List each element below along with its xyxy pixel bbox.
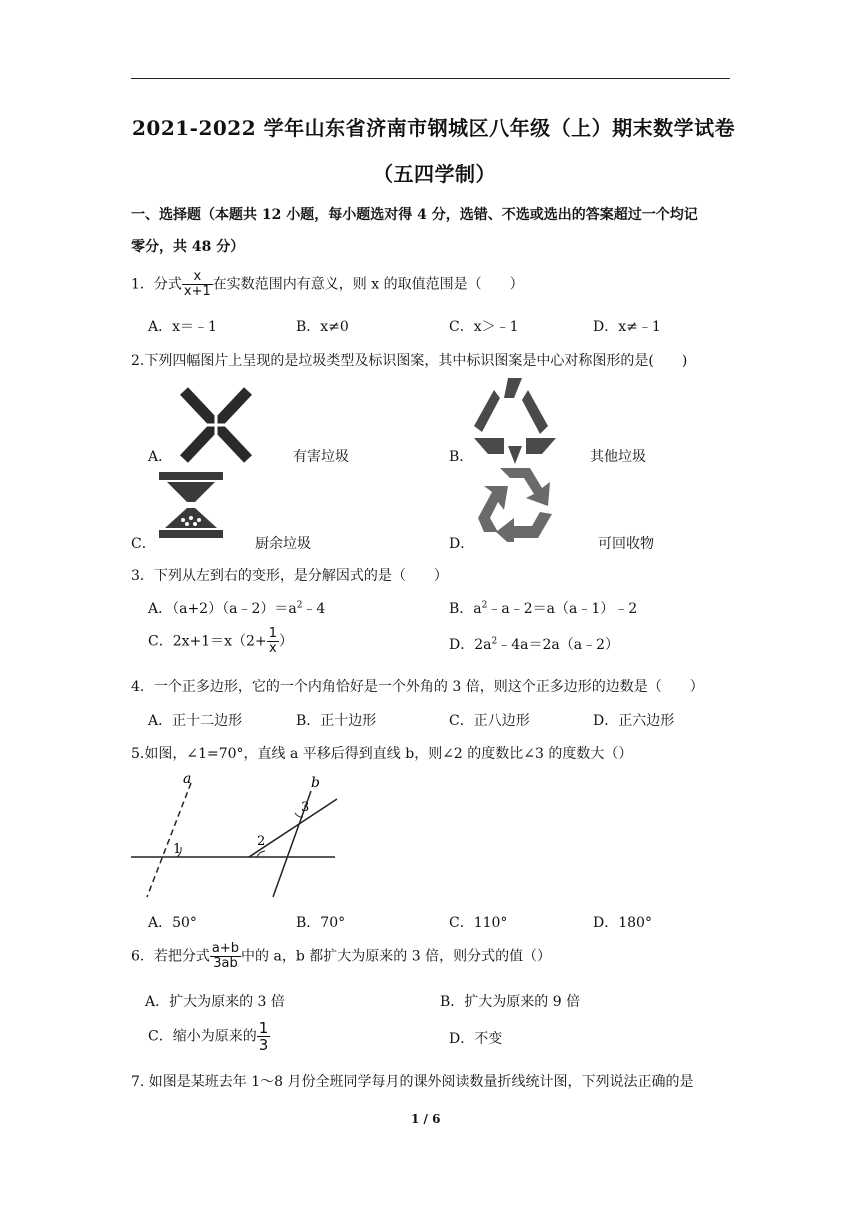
q1-fraction-numerator: x — [182, 270, 213, 285]
question-6-stem — [131, 942, 551, 971]
q6-option-c-numerator: 1 — [258, 1019, 269, 1037]
q6-fraction — [210, 942, 241, 971]
q4-option-d: D．正六边形 — [593, 713, 675, 729]
q6-option-d: D．不变 — [449, 1031, 503, 1047]
q3-option-b-exponent: 2 — [481, 600, 488, 611]
question-2-stem: 2.下列四幅图片上呈现的是垃圾类型及标识图案，其中标识图案是中心对称图形的是( ) — [131, 353, 688, 369]
other-waste-icon — [470, 376, 560, 468]
q5-label-3: 3 — [301, 800, 310, 815]
q3-option-c — [148, 627, 293, 656]
q5-option-b: B．70° — [296, 915, 346, 931]
page-number: 1 / 6 — [411, 1112, 441, 1126]
q3-option-a — [148, 598, 325, 618]
q1-fraction — [182, 270, 213, 299]
q3-option-c-post: ） — [278, 633, 293, 650]
q3-option-b — [449, 598, 637, 618]
q5-label-a: a — [183, 771, 192, 787]
q3-option-c-numerator: 1 — [268, 626, 277, 641]
q6-option-b: B．扩大为原来的 9 倍 — [440, 994, 581, 1010]
q2-option-c-label: 厨余垃圾 — [255, 536, 311, 552]
q5-option-a: A．50° — [148, 915, 197, 931]
question-7-stem: 7. 如图是某班去年 1～8 月份全班同学每月的课外阅读数量折线统计图，下列说法正确的是 — [131, 1074, 694, 1090]
q5-option-c: C．110° — [449, 915, 508, 931]
q5-option-d: D．180° — [593, 915, 652, 931]
q6-option-c — [148, 1020, 270, 1053]
q1-prefix: 1．分式 — [131, 276, 182, 293]
q2-option-a-label: 有害垃圾 — [293, 449, 349, 465]
q1-fraction-denominator: x+1 — [183, 284, 211, 299]
page-title: 2021-2022 学年山东省济南市钢城区八年级（上）期末数学试卷 — [132, 116, 736, 140]
q2-option-d-letter: D． — [449, 536, 475, 552]
q1-option-a: A．x＝﹣1 — [148, 319, 217, 335]
q4-option-a: A．正十二边形 — [148, 713, 243, 729]
q3-option-c-fraction — [267, 627, 279, 656]
header-rule — [131, 78, 730, 79]
question-4-stem: 4．一个正多边形，它的一个内角恰好是一个外角的 3 倍，则这个正多边形的边数是（ ） — [131, 679, 704, 695]
q3-option-b-post: ﹣a﹣2＝a（a﹣1）﹣2 — [487, 601, 638, 617]
question-1-stem — [131, 270, 524, 299]
q3-option-c-pre: C．2x+1＝x（2+ — [148, 633, 267, 650]
q3-option-a-post: ﹣4 — [302, 601, 326, 617]
kitchen-waste-icon — [155, 470, 227, 540]
q6-suffix: 中的 a，b 都扩大为原来的 3 倍，则分式的值（） — [241, 948, 552, 965]
q3-option-d-exponent: 2 — [491, 636, 498, 647]
q4-option-c: C．正八边形 — [449, 713, 530, 729]
q2-option-d-label: 可回收物 — [598, 536, 654, 552]
q2-option-c-letter: C． — [131, 536, 156, 552]
q3-option-d — [449, 634, 619, 654]
q2-option-a-letter: A． — [148, 449, 173, 465]
section-heading-line1: 一、选择题（本题共 12 小题，每小题选对得 4 分，选错、不选或选出的答案超过一个均记 — [131, 207, 698, 223]
q6-option-c-pre: C．缩小为原来的 — [148, 1028, 257, 1045]
q1-suffix: 在实数范围内有意义，则 x 的取值范围是（ ） — [212, 276, 524, 293]
q6-fraction-numerator: a+b — [211, 941, 240, 956]
q3-option-b-pre: B．a — [449, 601, 482, 617]
q1-option-d: D．x≠﹣1 — [593, 319, 661, 335]
q3-option-d-post: ﹣4a＝2a（a﹣2） — [497, 637, 619, 653]
q3-option-a-pre: A．（a+2）（a﹣2）＝a — [148, 601, 297, 617]
q2-option-b-letter: B． — [449, 449, 474, 465]
q6-option-a: A．扩大为原来的 3 倍 — [145, 994, 285, 1010]
q3-option-d-pre: D．2a — [449, 637, 492, 653]
q1-option-c: C．x＞﹣1 — [449, 319, 519, 335]
section-heading-line2: 零分，共 48 分） — [131, 239, 245, 255]
q6-fraction-denominator: 3ab — [213, 956, 238, 971]
q5-geometry-figure — [125, 765, 345, 900]
q3-option-c-denominator: x — [268, 641, 277, 656]
recyclable-icon — [470, 462, 562, 542]
q5-label-2: 2 — [257, 834, 266, 849]
q4-option-b: B．正十边形 — [296, 713, 377, 729]
q5-label-b: b — [311, 775, 320, 791]
question-5-stem: 5.如图，∠1=70°，直线 a 平移后得到直线 b，则∠2 的度数比∠3 的度数大（） — [131, 746, 633, 762]
hazardous-waste-icon — [176, 385, 256, 465]
q3-option-a-exponent: 2 — [296, 600, 303, 611]
q6-option-c-fraction — [257, 1020, 271, 1053]
page-subtitle: （五四学制） — [373, 162, 496, 186]
q6-prefix: 6．若把分式 — [131, 948, 210, 965]
question-3-stem: 3．下列从左到右的变形，是分解因式的是（ ） — [131, 568, 448, 584]
q5-label-1: 1 — [173, 842, 182, 857]
q1-option-b: B．x≠0 — [296, 319, 349, 335]
q6-option-c-denominator: 3 — [258, 1036, 269, 1054]
q2-option-b-label: 其他垃圾 — [590, 449, 646, 465]
